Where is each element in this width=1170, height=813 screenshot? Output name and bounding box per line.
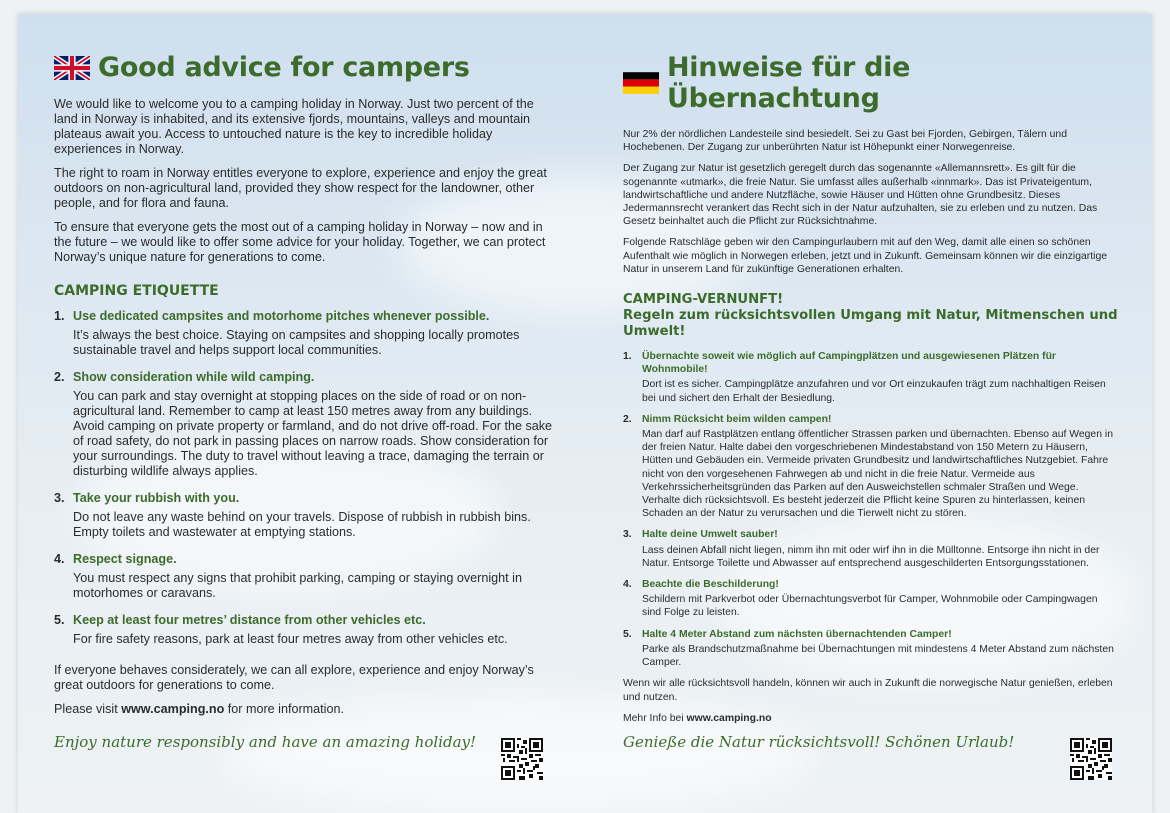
website-link[interactable]: www.camping.no — [686, 712, 772, 724]
section-title: CAMPING-VERNUNFT! — [623, 292, 784, 308]
website-link[interactable]: www.camping.no — [121, 702, 225, 716]
list-item — [54, 370, 554, 479]
item-title: Use dedicated campsites and motorhome pitches whenever possible. — [73, 309, 490, 323]
rules-list — [623, 350, 1118, 669]
intro-paragraph: We would like to welcome you to a camping holiday in Norway. Just two percent of the land in Norway is inhabited, and its extensive fjords, mountains, valleys and mountain plateaus await you. Access to untouched nature is the key to incredible holiday experiences in Norway. — [54, 97, 534, 156]
item-title: Take your rubbish with you. — [73, 491, 240, 505]
closing-paragraph: If everyone behaves considerately, we can all explore, experience and enjoy Norway’s great outdoors for generations to come. — [54, 663, 534, 692]
intro-paragraph: Nur 2% der nördlichen Landesteile sind besiedelt. Sei zu Gast bei Fjorden, Gebirgen, Tälern und Hochebenen. Der Zugang zur unberührten Natur ist Höhepunkt einer Norwegenreise. — [623, 129, 1067, 154]
intro-paragraph: The right to roam in Norway entitles everyone to explore, experience and enjoy the great outdoors on non-agricultural land, provided they show respect for the landowner, other people, and for flora and fauna. — [54, 166, 547, 210]
item-number: 5. — [623, 628, 632, 640]
visit-prefix: Please visit — [54, 702, 122, 716]
list-item — [54, 491, 554, 540]
item-number: 4. — [54, 552, 65, 566]
item-title: Nimm Rücksicht beim wilden campen! — [642, 413, 832, 425]
section-title: CAMPING ETIQUETTE — [54, 283, 219, 299]
uk-flag-icon — [54, 56, 90, 80]
item-body: Parke als Brandschutzmaßnahme bei Übernachtungen mit mindestens 4 Meter Abstand zum nächsten Camper. — [642, 643, 1114, 669]
german-slogan: Genieße die Natur rücksichtsvoll! Schönen Urlaub! — [623, 732, 1015, 751]
english-heading — [54, 52, 554, 83]
item-number: 2. — [623, 413, 632, 425]
brochure-sheet — [18, 14, 1152, 813]
item-body: Schildern mit Parkverbot oder Übernachtungsverbot für Camper, Wohnmobile oder Campingwagen sind Folge zu leisten. — [642, 594, 1098, 619]
item-number: 1. — [54, 309, 65, 323]
visit-line — [623, 712, 1118, 725]
english-column — [54, 14, 554, 751]
qr-code-icon[interactable] — [501, 738, 543, 780]
item-title: Respect signage. — [73, 552, 177, 566]
section-subtitle: Regeln zum rücksichtsvollen Umgang mit Natur, Mitmenschen und Umwelt! — [623, 308, 1118, 340]
item-body: Dort ist es sicher. Campingplätze anzufahren und vor Ort einzukaufen trägt zum nachhaltigen Reisen bei und sichert den Erhalt der Besiedlung. — [642, 379, 1106, 404]
item-title: Übernachte soweit wie möglich auf Campingplätzen und ausgewiesenen Plätzen für Wohnmobile! — [642, 351, 1056, 376]
list-item — [54, 613, 554, 647]
item-body: Man darf auf Rastplätzen entlang öffentlicher Strassen parken und übernachten. Ebenso auf Wegen in der freien Natur. Halte dabei den vorgeschriebenen Mindestabstand von 150 Metern zu Häusern, Hütten und Gebäuden ein. Vermeide privaten Grundbesitz und landwirtschaftliches Nutzgebiet. Fahre nicht von den vorgesehenen Fahrwegen ab und nicht in die freie Natur. Vermeide aus Verkehrssicherheitsgründen das Parken auf den Ausweichstellen schmaler Straßen und Wege. Verhalte dich rücksichtsvoll. Es besteht jederzeit die Pflicht keine Spuren zu hinterlassen, keinen Schaden an der Natur zu verursachen und die Tierwelt nicht zu stören. — [642, 429, 1113, 520]
qr-code-icon[interactable] — [1070, 738, 1112, 780]
item-title: Beachte die Beschilderung! — [642, 579, 779, 591]
item-body: You can park and stay overnight at stopping places on the side of road or on non-agricultural land. Remember to camp at least 150 metres away from any buildings. Avoid camping on private property or farmland, and do not drive off-road. For the sake of road safety, do not park in passing places on narrow roads. Show consideration for your surroundings. The duty to travel without leaving a trace, damaging the terrain or disturbing wildlife always applies. — [73, 389, 553, 478]
list-item — [623, 528, 1118, 570]
list-item — [623, 628, 1118, 670]
visit-suffix: for more information. — [224, 702, 344, 716]
item-number: 3. — [623, 529, 632, 541]
item-number: 4. — [623, 579, 632, 591]
list-item — [623, 578, 1118, 620]
visit-prefix: Mehr Info bei — [623, 712, 687, 724]
item-body: It’s always the best choice. Staying on campsites and shopping locally promotes sustainable travel and helps support local communities. — [73, 328, 520, 357]
item-body: Do not leave any waste behind on your travels. Dispose of rubbish in rubbish bins. Empty toilets and wastewater at emptying stations. — [73, 510, 531, 539]
german-title: Hinweise für die Übernachtung — [667, 52, 911, 114]
list-item — [54, 552, 554, 601]
closing-paragraph: Wenn wir alle rücksichtsvoll handeln, können wir auch in Zukunft die norwegische Natur genießen, erleben und nutzen. — [623, 678, 1113, 703]
english-title: Good advice for campers — [98, 52, 470, 83]
list-item — [623, 413, 1118, 521]
item-body: You must respect any signs that prohibit parking, camping or staying overnight in motorhomes or caravans. — [73, 571, 522, 600]
german-column — [623, 14, 1118, 751]
item-number: 1. — [623, 351, 632, 363]
item-title: Halte 4 Meter Abstand zum nächsten übernachtenden Camper! — [642, 628, 952, 640]
item-body: For fire safety reasons, park at least four metres away from other vehicles etc. — [73, 632, 508, 646]
germany-flag-icon — [623, 71, 659, 95]
intro-paragraph: Folgende Ratschläge geben wir den Campingurlaubern mit auf den Weg, damit alle einen so schönen Aufenthalt wie möglich in Norwegen erleben, jetzt und in Zukunft. Gemeinsam können wir die einzigartige Natur in unserem Land für zukünftige Generationen erhalten. — [623, 237, 1108, 275]
list-item — [623, 350, 1118, 405]
list-item — [54, 309, 554, 358]
item-number: 3. — [54, 491, 65, 505]
item-number: 5. — [54, 613, 65, 627]
item-title: Keep at least four metres’ distance from other vehicles etc. — [73, 613, 426, 627]
item-title: Halte deine Umwelt sauber! — [642, 529, 778, 541]
intro-paragraph: Der Zugang zur Natur ist gesetzlich geregelt durch das sogenannte «Allemannsrett». Es gilt für die sogenannte «utmark», die freie Natur. Sie umfasst alles außerhalb «innmark». Das ist Privateigentum, landwirtschaftliche und andere Nutzfläche, sowie Häuser und Hütten ohne Grundbesitz. Dieses Jedermannsrecht verankert das Recht sich in der Natur aufzuhalten, sie zu erleben und zu nutzen. Das Gesetz beinhaltet auch die Pflicht zur Rücksichtnahme. — [623, 163, 1098, 228]
english-slogan: Enjoy nature responsibly and have an amazing holiday! — [54, 733, 477, 751]
item-title: Show consideration while wild camping. — [73, 370, 315, 384]
intro-paragraph: To ensure that everyone gets the most out of a camping holiday in Norway – now and in the future – we would like to offer some advice for your holiday. Together, we can protect Norway’s unique nature for generations to come. — [54, 220, 546, 264]
item-body: Lass deinen Abfall nicht liegen, nimm ihn mit oder wirf ihn in die Mülltonne. Entsorge ihn nicht in der Natur. Entsorge Toilette und Abwasser auf entsprechend ausgeschilderten Entsorgungsstationen. — [642, 544, 1100, 569]
etiquette-list — [54, 309, 554, 647]
item-number: 2. — [54, 370, 65, 384]
german-heading — [623, 52, 1118, 114]
visit-line — [54, 702, 554, 717]
